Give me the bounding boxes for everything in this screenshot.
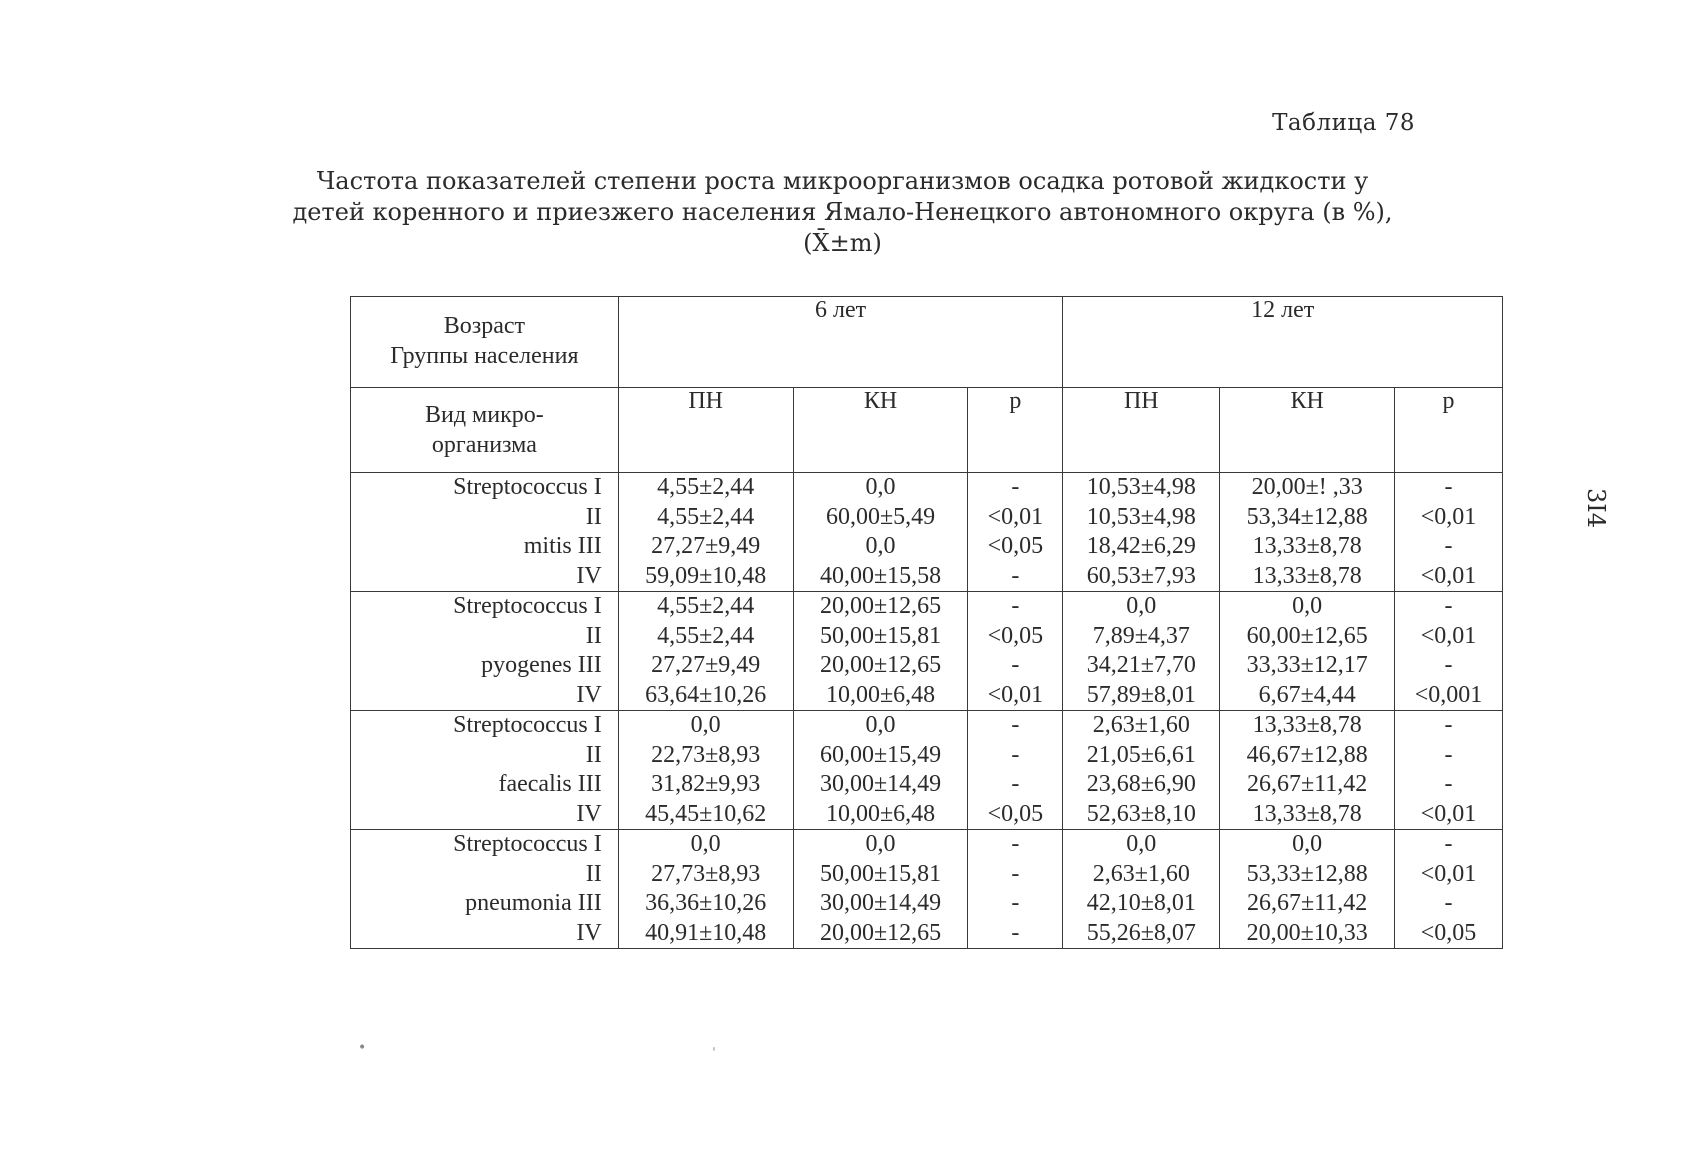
cell-line: 0,0 <box>865 474 896 500</box>
cell-line: 55,26±8,07 <box>1086 919 1196 946</box>
cell-line: II <box>585 622 602 649</box>
caption-line: (X̄±m) <box>803 229 882 257</box>
header-micro-line-2: организма <box>431 432 537 458</box>
cell-line: 4,55±2,44 <box>657 474 755 500</box>
cell-line: IV <box>576 681 602 708</box>
cell-line: - <box>1444 890 1453 916</box>
cell-line: 0,0 <box>1126 831 1157 857</box>
pn-12-cell <box>1063 592 1220 711</box>
cell-line: 10,53±4,98 <box>1086 503 1196 530</box>
cell-line: - <box>1011 474 1020 500</box>
cell-line: 4,55±2,44 <box>657 593 755 619</box>
kn-12-cell <box>1220 473 1395 592</box>
cell-line: - <box>1444 831 1453 857</box>
cell-line: 13,33±8,78 <box>1252 533 1362 559</box>
cell-line: 30,00±14,49 <box>819 771 942 797</box>
cell-line: 31,82±9,93 <box>651 771 761 797</box>
cell-line: - <box>1011 712 1020 738</box>
kn-6-cell <box>793 711 968 830</box>
cell-line: II <box>585 741 602 768</box>
p-12-cell <box>1395 830 1503 949</box>
p-12-cell <box>1395 592 1503 711</box>
cell-line: 40,91±10,48 <box>645 919 767 946</box>
scan-speck: • <box>358 1040 367 1056</box>
cell-line: 30,00±14,49 <box>819 890 942 916</box>
page-number: 3I4 <box>1582 488 1610 529</box>
cell-line: 4,55±2,44 <box>657 503 755 530</box>
cell-line: 18,42±6,29 <box>1086 533 1196 559</box>
cell-line: - <box>1011 860 1020 887</box>
table-label: Таблица 78 <box>1272 110 1415 136</box>
kn-6-cell <box>793 830 968 949</box>
header-p-12: р <box>1395 388 1503 473</box>
cell-line: <0,01 <box>1420 860 1477 887</box>
cell-line: - <box>1011 593 1020 619</box>
cell-line: 42,10±8,01 <box>1086 890 1196 916</box>
cell-line: 20,00±12,65 <box>819 652 942 678</box>
cell-line: <0,05 <box>1420 919 1477 946</box>
kn-12-cell <box>1220 592 1395 711</box>
cell-line: 0,0 <box>865 831 896 857</box>
cell-line: - <box>1011 741 1020 768</box>
cell-line: <0,01 <box>1420 622 1477 649</box>
cell-line: 26,67±11,42 <box>1247 890 1368 916</box>
cell-line: <0,01 <box>1420 800 1477 827</box>
header-micro-line-1: Вид микро- <box>424 402 544 428</box>
table-row-group <box>351 711 1503 830</box>
microorganism-cell <box>351 473 619 592</box>
cell-line: 46,67±12,88 <box>1246 741 1368 768</box>
header-microorganism <box>351 388 619 473</box>
cell-line: - <box>1444 712 1453 738</box>
pn-6-cell <box>618 473 793 592</box>
cell-line: 27,27±9,49 <box>651 652 761 678</box>
p-6-cell <box>968 592 1063 711</box>
cell-line: 20,00±! ,33 <box>1251 474 1363 500</box>
cell-line: Streptococcus I <box>453 831 602 857</box>
cell-line: 0,0 <box>1126 593 1157 619</box>
header-age-label: Возраст <box>443 313 525 339</box>
cell-line: faecalis III <box>498 771 602 797</box>
cell-line: 20,00±12,65 <box>819 919 942 946</box>
kn-12-cell <box>1220 830 1395 949</box>
cell-line: 34,21±7,70 <box>1086 652 1196 678</box>
cell-line: - <box>1444 771 1453 797</box>
header-kn-6: КН <box>793 388 968 473</box>
cell-line: 50,00±15,81 <box>819 860 942 887</box>
cell-line: 60,53±7,93 <box>1086 562 1196 589</box>
pn-6-cell <box>618 592 793 711</box>
cell-line: 45,45±10,62 <box>645 800 767 827</box>
cell-line: mitis III <box>523 533 602 559</box>
cell-line: 53,33±12,88 <box>1246 860 1368 887</box>
cell-line: 22,73±8,93 <box>651 741 761 768</box>
cell-line: II <box>585 503 602 530</box>
pn-12-cell <box>1063 830 1220 949</box>
cell-line: <0,001 <box>1414 681 1483 708</box>
cell-line: - <box>1011 652 1020 678</box>
cell-line: 6,67±4,44 <box>1258 681 1356 708</box>
cell-line: 63,64±10,26 <box>645 681 767 708</box>
cell-line: 27,27±9,49 <box>651 533 761 559</box>
cell-line: 2,63±1,60 <box>1092 860 1190 887</box>
cell-line: 0,0 <box>690 831 721 857</box>
cell-line: <0,05 <box>987 533 1044 559</box>
microorganism-cell <box>351 830 619 949</box>
cell-line: 13,33±8,78 <box>1252 800 1362 827</box>
cell-line: 60,00±5,49 <box>825 503 936 530</box>
cell-line: pneumonia III <box>465 890 602 916</box>
cell-line: II <box>585 860 602 887</box>
cell-line: 20,00±12,65 <box>819 593 942 619</box>
cell-line: 52,63±8,10 <box>1086 800 1196 827</box>
cell-line: - <box>1444 652 1453 678</box>
cell-line: 57,89±8,01 <box>1086 681 1196 708</box>
cell-line: Streptococcus I <box>453 593 602 619</box>
p-6-cell <box>968 473 1063 592</box>
cell-line: 0,0 <box>1292 593 1323 619</box>
cell-line: - <box>1444 533 1453 559</box>
cell-line: 40,00±15,58 <box>819 562 942 589</box>
cell-line: Streptococcus I <box>453 474 602 500</box>
cell-line: 0,0 <box>690 712 721 738</box>
cell-line: 13,33±8,78 <box>1252 562 1362 589</box>
cell-line: 26,67±11,42 <box>1247 771 1368 797</box>
cell-line: IV <box>576 919 602 946</box>
cell-line: 21,05±6,61 <box>1086 741 1196 768</box>
caption-line: Частота показателей степени роста микроорганизмов осадка ротовой жидкости у <box>316 167 1369 195</box>
cell-line: - <box>1011 562 1020 589</box>
p-12-cell <box>1395 473 1503 592</box>
kn-6-cell <box>793 473 968 592</box>
cell-line: - <box>1011 890 1020 916</box>
cell-line: - <box>1444 474 1453 500</box>
cell-line: 27,73±8,93 <box>651 860 761 887</box>
cell-line: <0,01 <box>987 681 1044 708</box>
pn-6-cell <box>618 711 793 830</box>
cell-line: 50,00±15,81 <box>819 622 942 649</box>
cell-line: 60,00±12,65 <box>1246 622 1368 649</box>
table-row-group <box>351 830 1503 949</box>
header-age-6: 6 лет <box>618 297 1063 388</box>
table-row-group <box>351 592 1503 711</box>
header-p-6: р <box>968 388 1063 473</box>
kn-12-cell <box>1220 711 1395 830</box>
cell-line: - <box>1444 741 1453 768</box>
microorganism-cell <box>351 592 619 711</box>
cell-line: - <box>1444 593 1453 619</box>
cell-line: <0,01 <box>987 503 1044 530</box>
cell-line: 10,00±6,48 <box>825 681 936 708</box>
header-kn-12: КН <box>1220 388 1395 473</box>
cell-line: 59,09±10,48 <box>645 562 767 589</box>
cell-line: 53,34±12,88 <box>1246 503 1368 530</box>
cell-line: 2,63±1,60 <box>1092 712 1190 738</box>
cell-line: 7,89±4,37 <box>1092 622 1190 649</box>
pn-12-cell <box>1063 711 1220 830</box>
cell-line: 10,53±4,98 <box>1086 474 1196 500</box>
header-group-label: Группы населения <box>390 343 579 369</box>
caption-line: детей коренного и приезжего населения Ямало-Ненецкого автономного округа (в %), <box>292 198 1393 226</box>
cell-line: 23,68±6,90 <box>1086 771 1196 797</box>
cell-line: IV <box>576 800 602 827</box>
cell-line: 20,00±10,33 <box>1246 919 1368 946</box>
cell-line: 0,0 <box>865 712 896 738</box>
cell-line: - <box>1011 831 1020 857</box>
cell-line: 10,00±6,48 <box>825 800 936 827</box>
p-12-cell <box>1395 711 1503 830</box>
data-table <box>350 296 1503 949</box>
table-caption <box>0 166 1685 259</box>
cell-line: 0,0 <box>1292 831 1323 857</box>
table-row-group <box>351 473 1503 592</box>
header-pn-12: ПН <box>1063 388 1220 473</box>
header-age-group <box>351 297 619 388</box>
cell-line: - <box>1011 919 1020 946</box>
cell-line: Streptococcus I <box>453 712 602 738</box>
cell-line: 13,33±8,78 <box>1252 712 1362 738</box>
cell-line: 4,55±2,44 <box>657 622 755 649</box>
kn-6-cell <box>793 592 968 711</box>
pn-12-cell <box>1063 473 1220 592</box>
cell-line: - <box>1011 771 1020 797</box>
cell-line: <0,05 <box>987 622 1044 649</box>
microorganism-cell <box>351 711 619 830</box>
cell-line: pyogenes III <box>481 652 602 678</box>
pn-6-cell <box>618 830 793 949</box>
cell-line: <0,01 <box>1420 562 1477 589</box>
cell-line: <0,05 <box>987 800 1044 827</box>
cell-line: 60,00±15,49 <box>819 741 942 768</box>
cell-line: IV <box>576 562 602 589</box>
scan-speck: ˈ <box>712 1046 716 1062</box>
cell-line: 33,33±12,17 <box>1246 652 1368 678</box>
cell-line: 0,0 <box>865 533 896 559</box>
cell-line: 36,36±10,26 <box>645 890 767 916</box>
header-pn-6: ПН <box>618 388 793 473</box>
header-age-12: 12 лет <box>1063 297 1503 388</box>
p-6-cell <box>968 830 1063 949</box>
p-6-cell <box>968 711 1063 830</box>
cell-line: <0,01 <box>1420 503 1477 530</box>
